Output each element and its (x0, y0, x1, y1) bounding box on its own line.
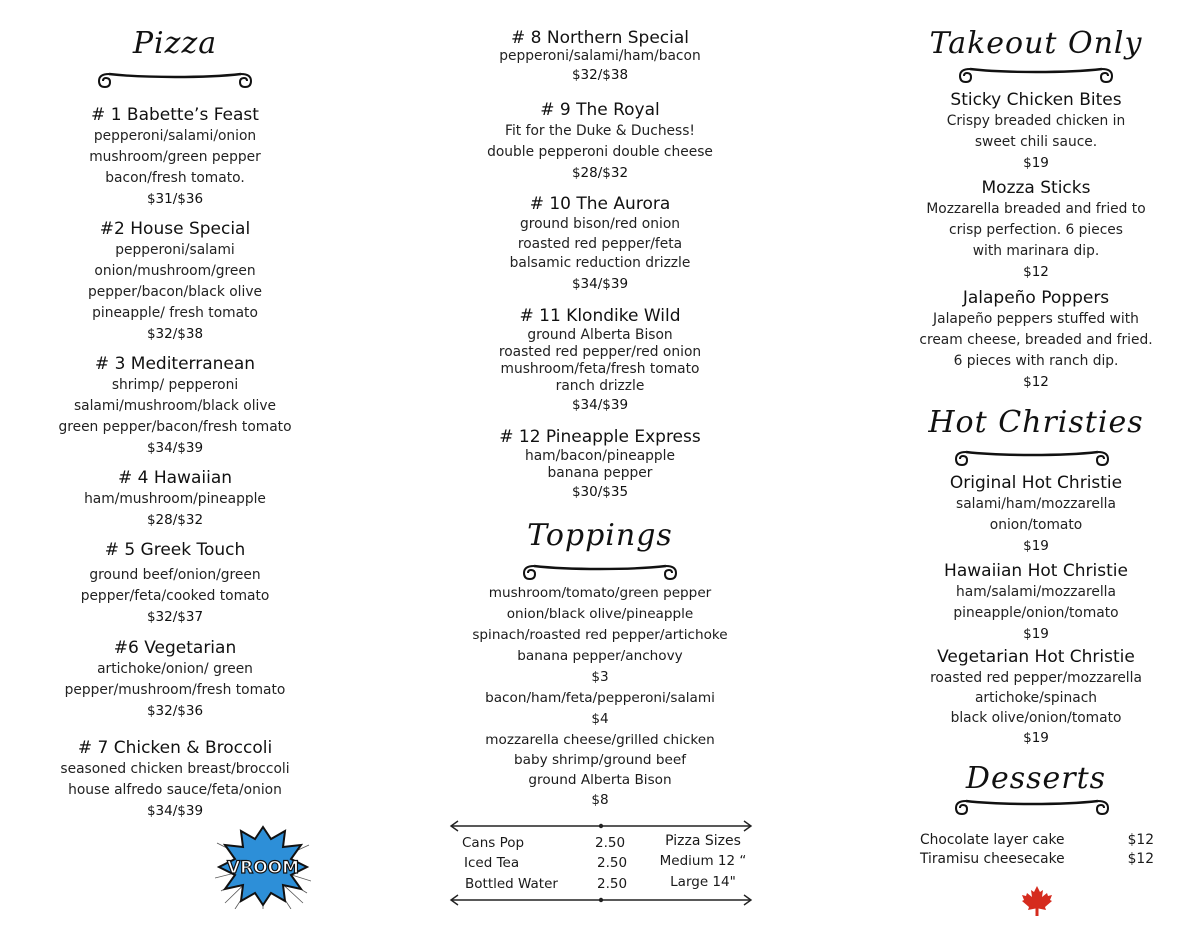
item-desc: seasoned chicken breast/broccoli (60, 761, 290, 777)
topping-line: bacon/ham/feta/pepperoni/salami (485, 690, 715, 706)
scroll-flourish-icon (520, 562, 680, 582)
item-desc: ground beef/onion/green (89, 567, 261, 583)
item-desc: pepper/bacon/black olive (88, 284, 262, 300)
takeout-item-1 (900, 89, 1172, 173)
item-desc: salami/ham/mozzarella (956, 496, 1116, 512)
item-desc: roasted red pepper/mozzarella (930, 670, 1142, 686)
item-desc: ham/salami/mozzarella (956, 584, 1116, 600)
item-title: # 3 Mediterranean (94, 354, 256, 374)
item-price: $32/$36 (146, 703, 204, 719)
pizza-item-10 (440, 193, 760, 294)
topping-line: banana pepper/anchovy (517, 648, 683, 664)
item-desc: mushroom/feta/fresh tomato (500, 361, 700, 377)
pizza-item-2 (20, 218, 330, 344)
topping-price: $3 (591, 669, 609, 685)
item-desc: house alfredo sauce/feta/onion (68, 782, 282, 798)
pizza-item-9 (440, 99, 760, 183)
item-desc: double pepperoni double cheese (487, 144, 713, 160)
drink-name: Cans Pop (462, 835, 525, 851)
item-desc: Mozzarella breaded and fried to (926, 201, 1146, 217)
item-desc: pepper/mushroom/fresh tomato (64, 682, 286, 698)
item-desc: with marinara dip. (972, 243, 1100, 259)
item-desc: artichoke/onion/ green (97, 661, 253, 677)
item-desc: onion/tomato (989, 517, 1083, 533)
item-desc: ham/mushroom/pineapple (84, 491, 266, 507)
topping-price: $8 (591, 792, 609, 808)
item-desc: Jalapeño peppers stuffed with (933, 311, 1139, 327)
topping-price: $4 (591, 711, 609, 727)
vroom-burst-icon (215, 823, 311, 909)
item-price: $34/$39 (146, 803, 204, 819)
item-price: $34/$39 (146, 440, 204, 456)
item-desc: ham/bacon/pineapple (524, 448, 676, 464)
topping-line: mushroom/tomato/green pepper (488, 585, 712, 601)
item-price: $32/$38 (146, 326, 204, 342)
pizza-item-3 (20, 353, 330, 458)
item-desc: ranch drizzle (555, 378, 645, 394)
item-desc: sweet chili sauce. (974, 134, 1098, 150)
item-desc: mushroom/green pepper (89, 149, 261, 165)
item-desc: Fit for the Duke & Duchess! (505, 123, 695, 139)
item-title: # 7 Chicken & Broccoli (77, 738, 273, 758)
item-price: $31/$36 (146, 191, 204, 207)
item-desc: pepper/feta/cooked tomato (80, 588, 270, 604)
item-price: $19 (1023, 626, 1049, 642)
item-desc: salami/mushroom/black olive (73, 398, 277, 414)
scroll-flourish-icon (956, 65, 1116, 85)
pizza-item-6 (20, 637, 330, 721)
item-price: $32/$37 (146, 609, 204, 625)
item-price: $28/$32 (146, 512, 204, 528)
item-title: Sticky Chicken Bites (950, 90, 1122, 110)
pizza-item-1 (20, 104, 330, 209)
dessert-name: Tiramisu cheesecake (920, 851, 1065, 867)
takeout-heading: Takeout Only (929, 26, 1143, 61)
item-title: # 12 Pineapple Express (499, 427, 701, 447)
item-title: Jalapeño Poppers (962, 288, 1110, 308)
takeout-item-2 (900, 177, 1172, 282)
hot-christie-item-1 (900, 472, 1172, 556)
item-title: # 10 The Aurora (529, 194, 671, 214)
pizza-item-7 (20, 737, 330, 821)
item-price: $19 (1023, 155, 1049, 171)
vroom-logo-text: VROOM (226, 858, 300, 878)
item-title: # 4 Hawaiian (117, 468, 233, 488)
topping-line: spinach/roasted red pepper/artichoke (472, 627, 728, 643)
item-title: # 1 Babette’s Feast (91, 105, 259, 125)
item-desc: ground bison/red onion (519, 216, 681, 232)
dessert-price: $12 (1127, 851, 1154, 867)
item-desc: roasted red pepper/red onion (498, 344, 702, 360)
maple-leaf-icon (1021, 885, 1053, 917)
scroll-flourish-icon (952, 448, 1112, 468)
item-title: #6 Vegetarian (113, 638, 237, 658)
item-price: $34/$39 (571, 275, 629, 292)
hot-christie-item-2 (900, 560, 1172, 644)
toppings-list (440, 583, 760, 811)
item-desc: pineapple/ fresh tomato (92, 305, 258, 321)
pizza-item-5 (20, 539, 330, 627)
item-title: # 9 The Royal (540, 100, 660, 120)
hot-christies-heading: Hot Christies (928, 405, 1144, 440)
item-title: Hawaiian Hot Christie (944, 561, 1128, 581)
item-desc: Crispy breaded chicken in (946, 113, 1126, 129)
topping-line: baby shrimp/ground beef (513, 752, 687, 768)
pizza-item-12 (440, 426, 760, 502)
drink-price: 2.50 (597, 855, 628, 871)
item-desc: pineapple/onion/tomato (953, 605, 1119, 621)
item-title: # 11 Klondike Wild (519, 306, 681, 326)
item-desc: ground Alberta Bison (527, 327, 673, 343)
item-price: $32/$38 (571, 67, 629, 83)
item-desc: 6 pieces with ranch dip. (953, 353, 1119, 369)
dessert-name: Chocolate layer cake (920, 832, 1065, 848)
item-desc: roasted red pepper/feta (517, 235, 683, 252)
topping-line: mozzarella cheese/grilled chicken (485, 732, 715, 748)
topping-line: onion/black olive/pineapple (506, 606, 694, 622)
item-title: Vegetarian Hot Christie (937, 647, 1135, 667)
item-price: $28/$32 (571, 165, 629, 181)
hot-christie-item-3 (900, 646, 1172, 748)
item-desc: green pepper/bacon/fresh tomato (58, 419, 292, 435)
dessert-price: $12 (1127, 832, 1154, 848)
drink-price: 2.50 (595, 835, 626, 851)
item-price: $19 (1023, 730, 1049, 746)
scroll-flourish-icon (95, 70, 255, 90)
item-title: # 5 Greek Touch (104, 540, 246, 560)
desserts-heading: Desserts (965, 761, 1107, 796)
item-desc: artichoke/spinach (974, 690, 1098, 706)
item-desc: pepperoni/salami (115, 242, 235, 258)
pizza-item-8 (440, 28, 760, 85)
item-desc: banana pepper (547, 465, 653, 481)
pizza-heading: Pizza (132, 26, 218, 61)
item-title: #2 House Special (99, 219, 251, 239)
item-desc: cream cheese, breaded and fried. (919, 332, 1153, 348)
item-desc: crisp perfection. 6 pieces (949, 222, 1123, 238)
item-title: Mozza Sticks (981, 178, 1091, 198)
topping-line: ground Alberta Bison (528, 772, 672, 788)
drink-name: Iced Tea (464, 855, 520, 871)
item-title: # 8 Northern Special (511, 28, 689, 48)
pizza-size-option: Medium 12 “ (659, 853, 747, 869)
scroll-flourish-icon (952, 797, 1112, 817)
item-title: Original Hot Christie (949, 473, 1123, 493)
pizza-item-11 (440, 305, 760, 415)
item-desc: black olive/onion/tomato (950, 710, 1122, 726)
item-price: $12 (1023, 264, 1049, 280)
item-price: $34/$39 (571, 397, 629, 413)
pizza-item-4 (20, 467, 330, 530)
item-desc: balsamic reduction drizzle (509, 255, 691, 271)
item-desc: shrimp/ pepperoni (111, 377, 239, 393)
item-price: $19 (1023, 538, 1049, 554)
drink-name: Bottled Water (465, 876, 558, 892)
takeout-item-3 (900, 287, 1172, 392)
pizza-sizes-heading: Pizza Sizes (665, 833, 741, 849)
drink-price: 2.50 (597, 876, 628, 892)
item-desc: pepperoni/salami/onion (93, 128, 257, 144)
item-desc: pepperoni/salami/ham/bacon (499, 48, 701, 64)
item-price: $30/$35 (571, 484, 629, 500)
item-desc: bacon/fresh tomato. (105, 170, 245, 186)
pizza-size-option: Large 14" (670, 874, 736, 890)
item-price: $12 (1023, 374, 1049, 390)
toppings-heading: Toppings (527, 518, 673, 553)
item-desc: onion/mushroom/green (94, 263, 256, 279)
